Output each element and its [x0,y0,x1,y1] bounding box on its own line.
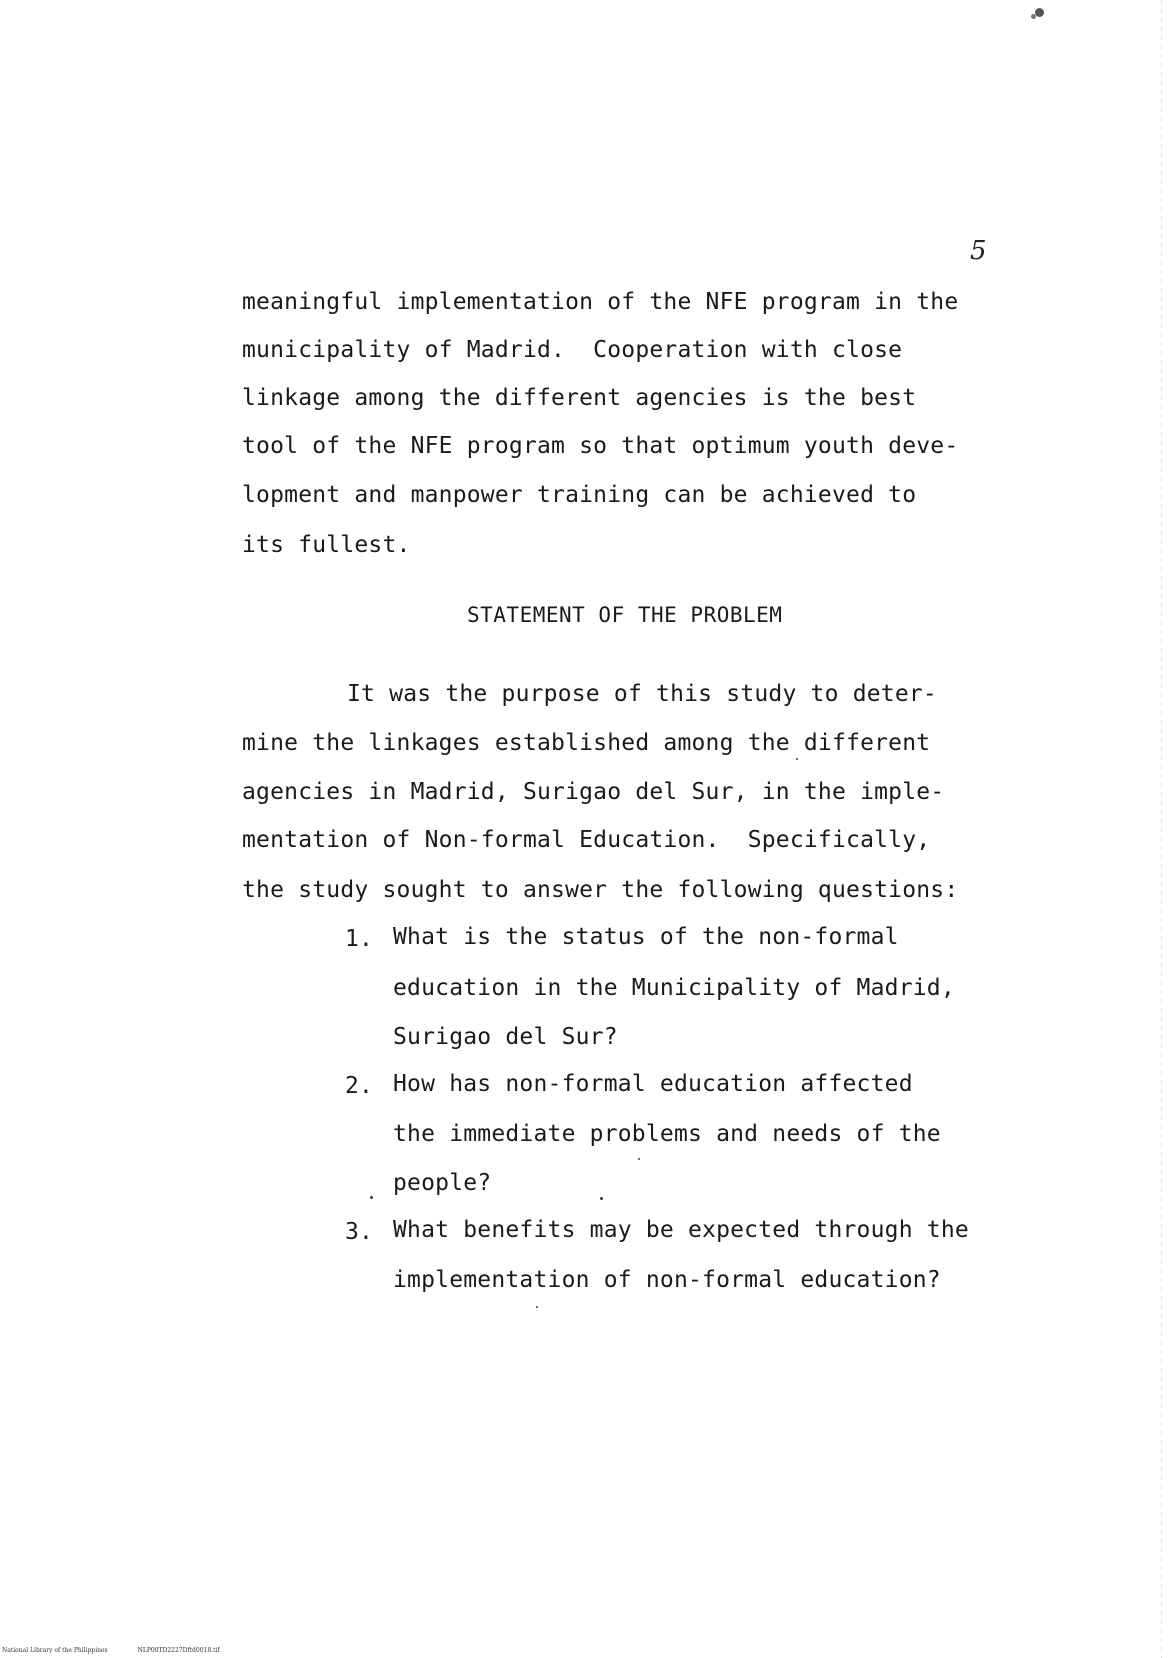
paragraph-1-line: linkage among the different agencies is the best [242,385,917,411]
question-1-line: Surigao del Sur? [393,1024,618,1050]
paragraph-2-line: agencies in Madrid, Surigao del Sur, in the imple- [242,779,945,805]
page-number: 5 [970,236,987,266]
paragraph-1-line: tool of the NFE program so that optimum youth deve- [242,433,959,459]
section-heading: STATEMENT OF THE PROBLEM [467,603,783,627]
scan-speck [638,1158,640,1160]
question-1-line: What is the status of the non-formal [393,924,899,950]
paragraph-1-line: its fullest. [242,532,411,558]
scan-speck [796,758,798,760]
paragraph-1-line: lopment and manpower training can be achieved to [242,482,917,508]
scan-footer [2,1647,220,1654]
question-1-number: 1. [345,926,374,952]
question-3-number: 3. [345,1219,374,1245]
paragraph-1-line: municipality of Madrid. Cooperation with close [242,337,903,363]
scan-speck [1031,14,1036,19]
scan-speck [600,1197,603,1200]
scan-speck [370,1196,373,1199]
footer-library: National Library of the Philippines [2,1647,108,1654]
scan-edge-artifact [1161,0,1162,1658]
paragraph-2-line: mine the linkages established among the different [242,730,931,756]
scan-speck [1035,8,1044,17]
question-3-line: What benefits may be expected through the [393,1217,969,1243]
question-2-line: people? [393,1170,492,1196]
paragraph-1-line: meaningful implementation of the NFE program in the [242,289,959,315]
question-3-line: implementation of non-formal education? [393,1267,941,1293]
question-2-number: 2. [345,1073,374,1099]
paragraph-2-line: mentation of Non-formal Education. Specifically, [242,827,931,853]
paragraph-2-line: the study sought to answer the following questions: [242,877,959,903]
paragraph-2-line: It was the purpose of this study to deter- [347,681,937,707]
question-2-line: How has non-formal education affected [393,1071,913,1097]
scan-speck [536,1306,538,1308]
footer-file-name: NLP00TD2227Dftd0018.tif [137,1647,220,1654]
question-2-line: the immediate problems and needs of the [393,1121,941,1147]
question-1-line: education in the Municipality of Madrid, [393,975,955,1001]
